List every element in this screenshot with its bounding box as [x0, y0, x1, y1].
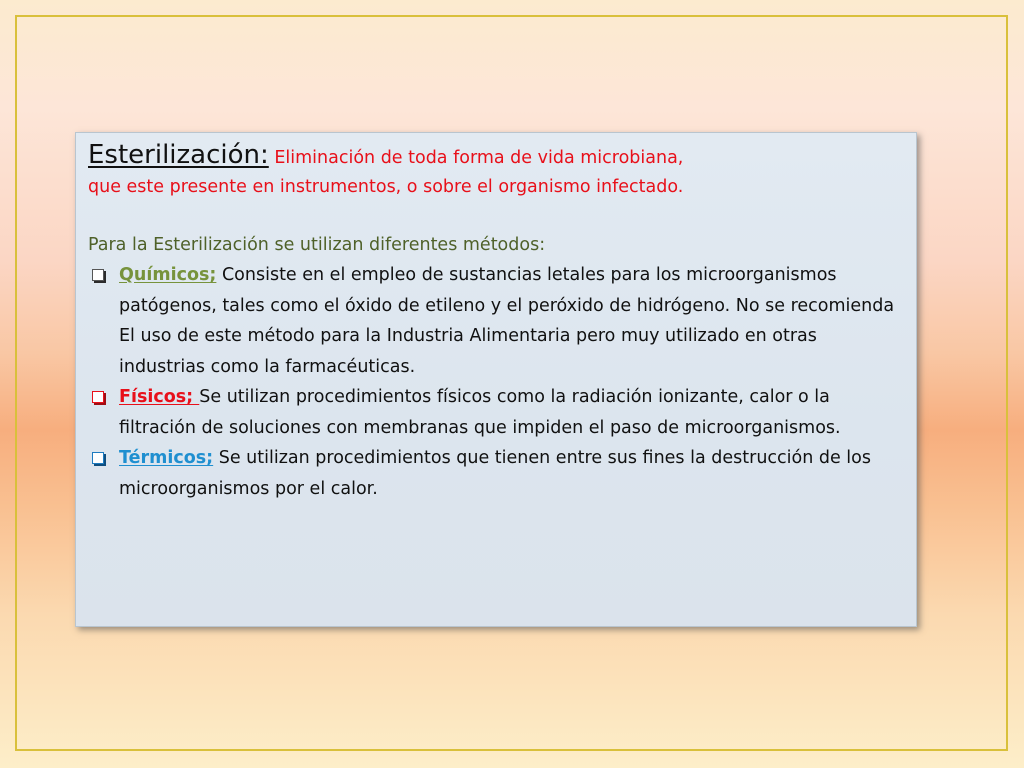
- checkbox-bullet-icon: [92, 452, 104, 464]
- method-description: Se utilizan procedimientos físicos como la radiación ionizante, calor o la filtración de soluciones con membranas que impiden el paso de microorganismos.: [119, 387, 841, 438]
- methods-intro: Para la Esterilización se utilizan diferentes métodos:: [88, 235, 546, 255]
- content-card: [75, 132, 917, 627]
- checkbox-bullet-icon: [92, 269, 104, 281]
- method-description: Se utilizan procedimientos que tienen entre sus fines la destrucción de los microorganismos por el calor.: [119, 448, 871, 499]
- methods-list: [88, 260, 904, 504]
- definition-text-line-2: que este presente en instrumentos, o sobre el organismo infectado.: [88, 177, 684, 197]
- checkbox-bullet-icon: [92, 391, 104, 403]
- method-item-quimicos: [88, 260, 904, 382]
- method-name: Físicos;: [119, 387, 200, 407]
- method-name: Químicos;: [119, 265, 217, 285]
- heading-term: Esterilización:: [88, 140, 269, 170]
- definition-text-line-1: Eliminación de toda forma de vida microbiana,: [268, 148, 684, 168]
- definition-heading: [88, 140, 904, 201]
- method-name: Térmicos;: [119, 448, 214, 468]
- method-description: Consiste en el empleo de sustancias letales para los microorganismos patógenos, tales como el óxido de etileno y el peróxido de hidrógeno. No se recomienda El uso de este método para la Industria Alimentaria pero muy utilizado en otras industrias como la farmacéuticas.: [119, 265, 895, 377]
- method-item-fisicos: [88, 382, 904, 443]
- method-item-termicos: [88, 443, 904, 504]
